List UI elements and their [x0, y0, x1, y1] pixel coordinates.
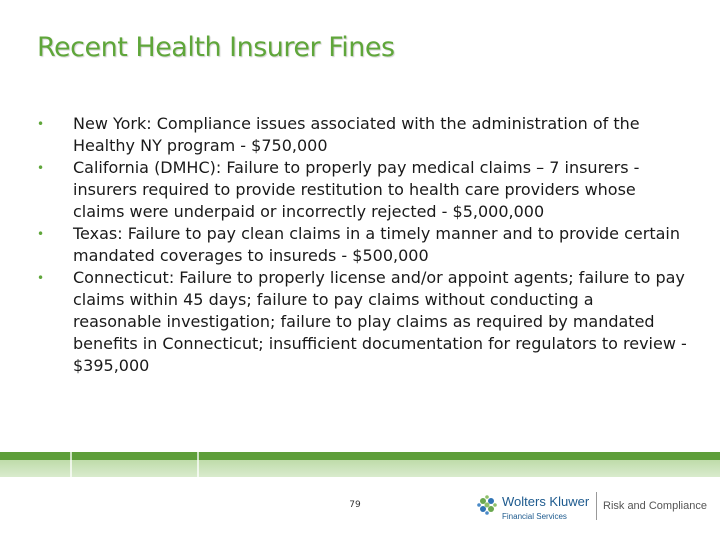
bullet-item-texas [37, 223, 687, 267]
logo-divider [596, 492, 597, 520]
bullet-text: New York: Compliance issues associated with the administration of the Healthy NY program - $750,000 [73, 114, 640, 155]
footer-band-divider [197, 452, 199, 477]
bullet-item-connecticut [37, 267, 687, 377]
footer-band-light [0, 460, 720, 477]
company-logo [476, 492, 711, 526]
slide-title: Recent Health Insurer Fines [37, 32, 395, 63]
globe-logo-icon [476, 494, 498, 516]
logo-company-name: Wolters Kluwer [502, 494, 590, 509]
bullet-text: Connecticut: Failure to properly license and/or appoint agents; failure to pay claims within 45 days; failure to pay claims without conducting a reasonable investigation; failure to play claims as required by mandated benefits in Connecticut; insufficient documentation for regulators to review - $395,000 [73, 268, 687, 375]
bullet-item-new-york [37, 113, 687, 157]
bullet-marker: • [37, 117, 45, 131]
bullet-marker: • [37, 227, 45, 241]
bullet-text: Texas: Failure to pay clean claims in a timely manner and to provide certain mandated coverages to insureds - $500,000 [73, 224, 680, 265]
page-number: 79 [349, 500, 361, 510]
bullet-marker: • [37, 161, 45, 175]
logo-tagline: Risk and Compliance [603, 500, 707, 512]
bullet-list [37, 113, 687, 377]
logo-division-name: Financial Services [502, 512, 567, 521]
bullet-marker: • [37, 271, 45, 285]
bullet-item-california [37, 157, 687, 223]
footer-band-divider [70, 452, 72, 477]
footer-band-dark [0, 452, 720, 460]
bullet-text: California (DMHC): Failure to properly pay medical claims – 7 insurers - insurers required to provide restitution to health care providers whose claims were underpaid or incorrectly rejected - $5,000,000 [73, 158, 640, 221]
